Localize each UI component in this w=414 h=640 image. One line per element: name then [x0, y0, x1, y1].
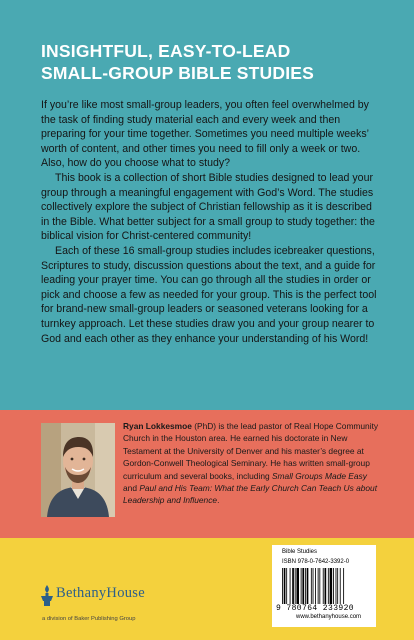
author-bio-text-b: and — [123, 483, 140, 494]
author-bio-text-a: (PhD) is the lead pastor of Real Hope Community Church in the Houston area. He earned his doctorate in New Testament at the University of Denver and his master’s degree at Gordon-Conwell Theological Seminary. He has written small-group curriculum and several books, including — [123, 421, 379, 481]
author-bio-text-c: . — [217, 495, 220, 506]
publisher-tagline: a division of Baker Publishing Group — [42, 616, 136, 622]
barcode-digits: 9 780764 233920 — [276, 604, 355, 613]
book-category: Bible Studies — [282, 549, 318, 555]
isbn-label: ISBN 978-0-7642-3392-0 — [282, 559, 350, 565]
heading-line-2: SMALL-GROUP BIBLE STUDIES — [41, 63, 315, 83]
cover-heading — [41, 40, 381, 84]
author-bio — [123, 420, 383, 507]
heading-line-1: INSIGHTFUL, EASY-TO-LEAD — [41, 41, 291, 61]
author-book-title-1: Small Groups Made Easy — [271, 470, 367, 481]
bethany-house-lamp-icon — [40, 584, 54, 608]
author-book-title-2: Paul and His Team: What the Early Church Can Teach Us about Leadership and Influence — [123, 483, 378, 506]
blurb-paragraph-3: Each of these 16 small-group studies includes icebreaker questions, Scriptures to study, discussion questions about the text, and a guide for leading your prayer time. You can go through all the studies in order or pick and choose a few as needed for your group. This is the perfect tool for brand-new small-group leaders or seasoned veterans looking for a turnkey approach. Let these studies draw you and your group nearer to God and each other as they enhance your understanding of his Word! — [41, 244, 377, 345]
book-blurb — [41, 98, 377, 346]
publisher-name: BethanyHouse — [56, 585, 145, 601]
author-photo — [41, 423, 115, 517]
blurb-paragraph-2: This book is a collection of short Bible studies designed to lead your group through a meaningful engagement with God’s Word. The studies collectively explore the subject of Christian fellowship as it is described in the Bible. What better subject for a small group to study together: the biblical vision for Christ-centered community! — [41, 171, 375, 243]
barcode-box — [272, 545, 376, 627]
barcode-image — [282, 568, 366, 604]
author-name: Ryan Lokkesmoe — [123, 421, 192, 431]
author-portrait-image — [41, 423, 115, 517]
blurb-paragraph-1: If you’re like most small-group leaders, you often feel overwhelmed by the task of finding study material each and every week and then preparing for your time together. Sometimes you need multiple weeks’ worth of content, and other times you need to fill only a week or two. Also, how do you choose what to study? — [41, 99, 369, 170]
publisher-url: www.bethanyhouse.com — [296, 614, 362, 620]
